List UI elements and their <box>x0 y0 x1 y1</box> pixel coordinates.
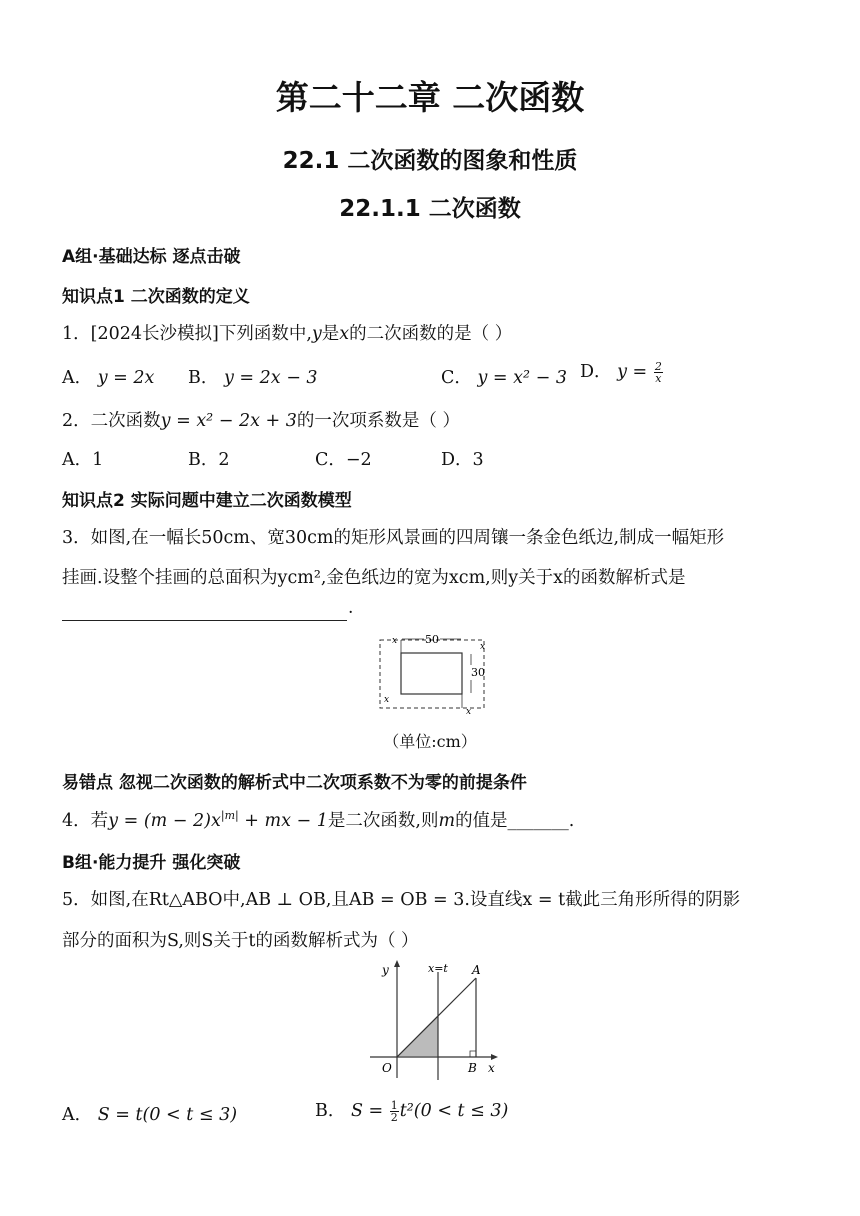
figure-axis-x-label: x <box>488 1061 495 1075</box>
fraction-one-half: $\frac{1}{2}$ <box>390 1099 398 1124</box>
question-2-stem: 2．二次函数y = x² − 2x + 3的一次项系数是（ ） <box>62 411 460 431</box>
figure-label-x-left: x <box>384 695 390 705</box>
figure-line-x-equals-t: x=t <box>428 962 448 975</box>
question-5-line-2: 部分的面积为S,则S关于t的函数解析式为（ ） <box>62 931 419 951</box>
question-3-line-1: 3．如图,在一幅长50cm、宽30cm的矩形风景画的四周镶一条金色纸边,制成一幅矩形 <box>62 528 725 548</box>
question-1-option-b: B． y = 2x − 3 <box>188 368 318 388</box>
subsection-title: 22.1.1 二次函数 <box>339 196 521 222</box>
figure-point-b: B <box>468 1061 477 1075</box>
fraction-two-over-x: $\frac{2}{x}$ <box>654 360 662 385</box>
question-5-option-b: B． S = $\frac{1}{2}$ t²(0 < t ≤ 3) <box>315 1099 509 1124</box>
question-5-option-a: A． S = t(0 < t ≤ 3) <box>62 1105 238 1125</box>
question-2-option-b: B．2 <box>188 450 230 470</box>
question-1-option-d: D． y = $\frac{2}{x}$ <box>580 360 662 385</box>
question-1-option-c: C． y = x² − 3 <box>441 368 567 388</box>
figure-point-o: O <box>382 1061 392 1075</box>
figure-axis-y-label: y <box>382 963 389 977</box>
error-point-heading: 易错点 忽视二次函数的解析式中二次项系数不为零的前提条件 <box>62 773 527 793</box>
figure-point-a: A <box>472 963 481 977</box>
question-3-line-2: 挂画.设整个挂画的总面积为ycm²,金色纸边的宽为xcm,则y关于x的函数解析式是 <box>62 568 686 588</box>
question-1-option-a: A． y = 2x <box>62 368 155 388</box>
figure-label-x-bottom: x <box>466 707 472 716</box>
figure-label-x-top: x <box>392 636 398 646</box>
question-5-figure <box>362 958 502 1080</box>
question-3-figure-caption: （单位:cm） <box>383 732 477 751</box>
figure-label-50: 50 <box>425 633 439 646</box>
question-1-stem: 1．[2024长沙模拟]下列函数中,y是x的二次函数的是（ ） <box>62 324 513 344</box>
question-2-option-d: D．3 <box>441 450 484 470</box>
group-b-heading: B组·能力提升 强化突破 <box>62 853 241 873</box>
question-3-answer-blank[interactable] <box>62 620 347 621</box>
question-5-line-1: 5．如图,在Rt△ABO中,AB ⊥ OB,且AB = OB = 3.设直线x = t截此三角形所得的阴影 <box>62 890 741 910</box>
question-2-option-c: C．−2 <box>315 450 372 470</box>
question-4-stem: 4．若$y = (m - 2)x^{|m|}$ + mx − 1是二次函数,则m的值是_______. <box>62 809 575 831</box>
question-3-figure <box>372 632 492 716</box>
knowledge-point-1-heading: 知识点1 二次函数的定义 <box>62 287 250 307</box>
section-title: 22.1 二次函数的图象和性质 <box>282 148 578 174</box>
question-2-option-a: A．1 <box>62 450 104 470</box>
figure-label-30: 30 <box>471 666 485 679</box>
group-a-heading: A组·基础达标 逐点击破 <box>62 247 241 267</box>
question-3-end-dot: . <box>348 598 354 618</box>
chapter-title: 第二十二章 二次函数 <box>275 78 585 117</box>
knowledge-point-2-heading: 知识点2 实际问题中建立二次函数模型 <box>62 491 352 511</box>
figure-label-x-right: x <box>480 642 486 652</box>
